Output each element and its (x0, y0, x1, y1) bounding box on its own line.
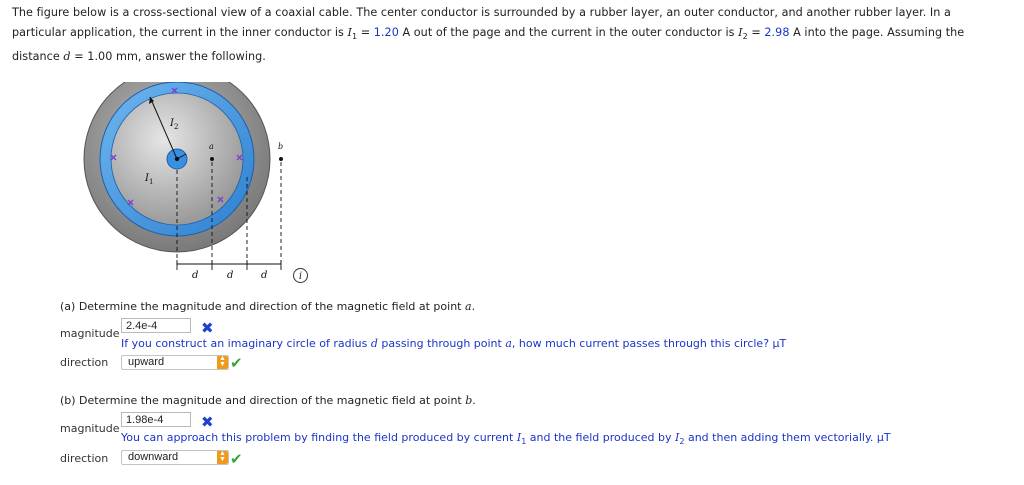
hint-b-mid: and the field produced by (529, 431, 672, 444)
intro-text-5: distance (12, 50, 60, 63)
i1-symbol: I (347, 26, 352, 39)
magnitude-label-a: magnitude (60, 327, 120, 340)
equals-1: = (357, 26, 374, 39)
point-b (279, 157, 283, 161)
equals-2: = (747, 26, 765, 39)
question-b-var: b (465, 394, 473, 407)
coaxial-cable-figure (82, 82, 302, 282)
hint-a (121, 337, 786, 350)
info-icon[interactable]: i (293, 268, 308, 283)
direction-select-a[interactable] (121, 355, 229, 370)
hint-b (121, 431, 891, 446)
question-a-var: a (465, 300, 472, 313)
check-icon: ✔ (230, 450, 243, 468)
intro-text-2: particular application, the current in the inner conductor is (12, 26, 344, 39)
problem-statement (12, 3, 1012, 67)
hint-b-pre: You can approach this problem by finding the field produced by current (121, 431, 514, 444)
label-a: a (209, 142, 214, 151)
i2-subscript: 2 (742, 32, 748, 41)
label-d-1: d (192, 270, 199, 281)
hint-b-sub2: 2 (679, 437, 685, 446)
label-I2: $I_2$ (170, 118, 179, 131)
i2-value: 2.98 (764, 26, 790, 39)
hint-a-post: passing through point (381, 337, 502, 350)
hint-b-sym2: I (675, 431, 680, 444)
label-I1: $I_1$ (145, 173, 154, 186)
question-b-end: . (472, 394, 476, 407)
question-a-end: . (471, 300, 476, 313)
hint-a-var: d (370, 337, 378, 350)
intro-text-1: The figure below is a cross-sectional view of a coaxial cable. The center conductor is surrounded by a rubber layer, an outer conductor, and another rubber layer. In a (12, 6, 951, 19)
question-a-text: (a) Determine the magnitude and direction of the magnetic field at point (60, 300, 462, 313)
question-b-text: (b) Determine the magnitude and direction of the magnetic field at point (60, 394, 462, 407)
magnitude-input-b[interactable]: 1.98e-4 (121, 412, 191, 427)
check-icon: ✔ (230, 354, 243, 372)
i2-symbol: I (738, 26, 743, 39)
hint-b-sub1: 1 (521, 437, 527, 446)
question-a (60, 300, 475, 313)
hint-a-var2: a (505, 337, 512, 350)
magnitude-label-b: magnitude (60, 422, 120, 435)
direction-select-a-value: upward (128, 356, 165, 368)
dropdown-arrow-icon[interactable]: ▲ ▼ (217, 451, 228, 464)
direction-label-b: direction (60, 452, 109, 465)
hint-a-pre: If you construct an imaginary circle of radius (121, 337, 368, 350)
direction-select-b-value: downward (128, 451, 179, 463)
label-d-2: d (227, 270, 234, 281)
question-b (60, 394, 476, 407)
intro-text-6: = 1.00 mm, answer the following. (70, 50, 266, 63)
d-symbol: d (63, 50, 71, 63)
dimension-line (177, 260, 281, 268)
magnitude-input-a[interactable]: 2.4e-4 (121, 318, 191, 333)
x-mark-icon: ✖ (201, 413, 214, 431)
hint-a-end: , how much current passes through this circle? μT (511, 337, 787, 350)
hint-b-sym1: I (516, 431, 522, 444)
intro-text-3: A out of the page and the current in the outer conductor is (398, 26, 735, 39)
direction-label-a: direction (60, 356, 109, 369)
point-a (210, 157, 214, 161)
i1-subscript: 1 (351, 32, 358, 41)
label-d-3: d (261, 270, 268, 281)
direction-select-b[interactable] (121, 450, 229, 465)
hint-b-end: and then adding them vectorially. μT (687, 431, 891, 444)
dropdown-arrow-icon[interactable]: ▲ ▼ (217, 356, 228, 369)
i1-value: 1.20 (373, 26, 399, 39)
x-mark-icon: ✖ (201, 319, 214, 337)
intro-text-4: A into the page. Assuming the (789, 26, 965, 39)
label-b: b (278, 142, 284, 151)
